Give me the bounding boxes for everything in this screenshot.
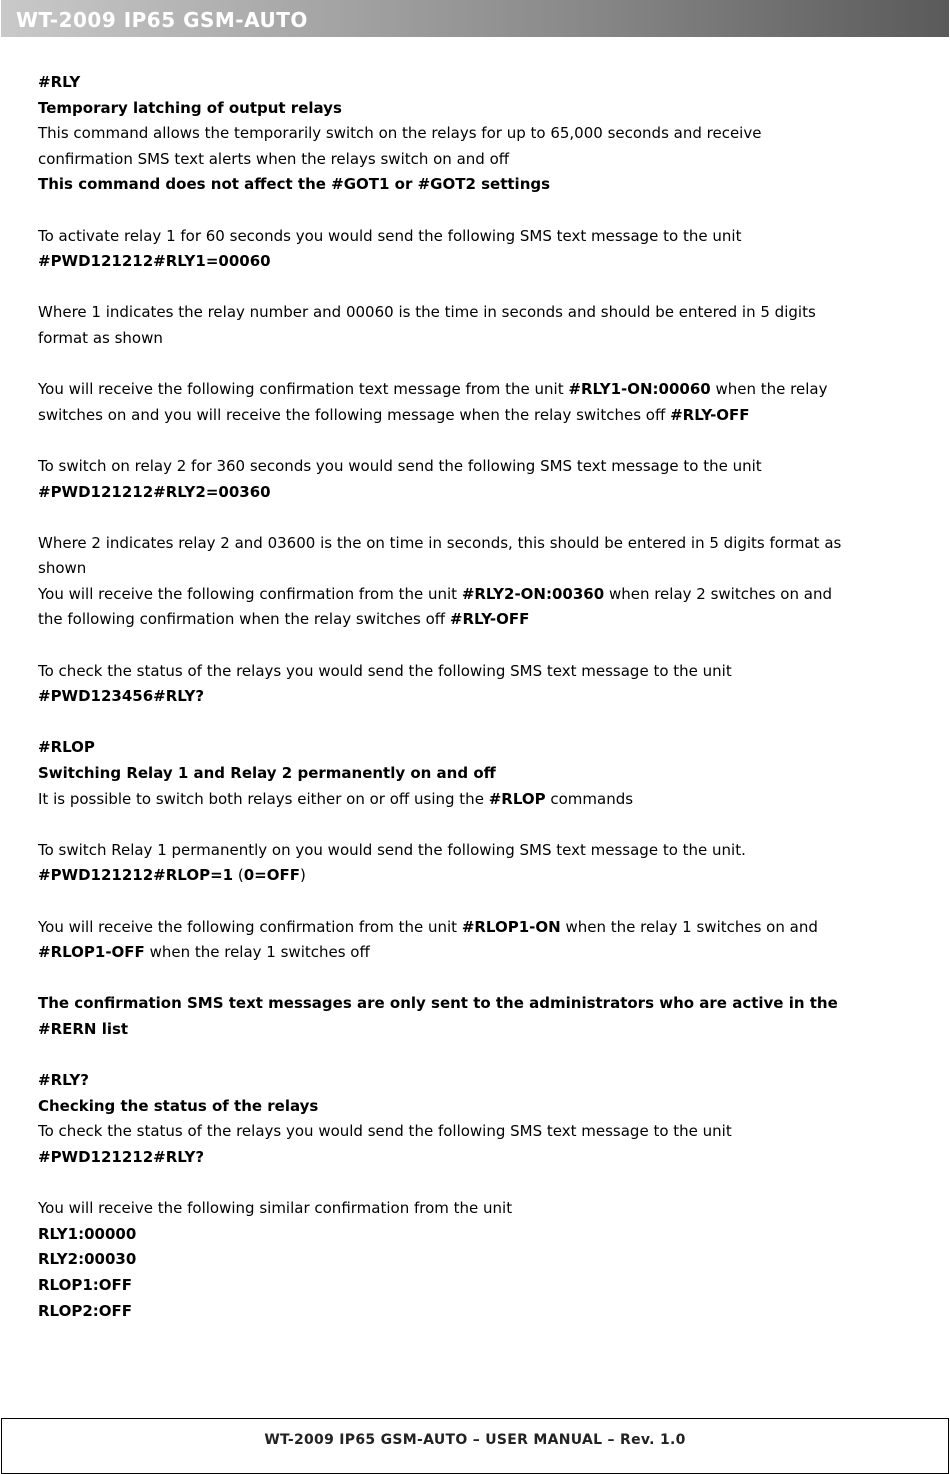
spacer — [38, 275, 918, 301]
note-line: This command does not affect the #GOT1 or #GOT2 settings — [38, 175, 551, 194]
command-text: #PWD123456#RLY? — [38, 687, 205, 706]
text-run: You will receive the following confirmation from the unit — [38, 917, 462, 936]
command-text: 0=OFF — [243, 866, 300, 885]
paragraph-line: You will receive the following similar confirmation from the unit — [38, 1199, 513, 1218]
paragraph-line: To activate relay 1 for 60 seconds you would send the following SMS text message to the unit — [38, 226, 742, 245]
text-run: ) — [299, 866, 306, 885]
text-run: when the relay 1 switches off — [144, 943, 370, 962]
footer — [1, 1418, 949, 1474]
text-run: switches on and you will receive the following message when the relay switches off — [38, 405, 671, 424]
paragraph-line: confirmation SMS text alerts when the relays switch on and off — [38, 149, 510, 168]
paragraph-line — [38, 403, 918, 429]
spacer — [38, 352, 918, 378]
command-text: #RLY2-ON:00360 — [461, 584, 605, 603]
paragraph-line — [38, 377, 918, 403]
text-run: It is possible to switch both relays either on or off using the — [38, 789, 489, 808]
header-bar — [1, 0, 949, 37]
spacer — [38, 428, 918, 454]
command-text: #RLY1-ON:00060 — [568, 380, 711, 399]
command-text: #RLOP1-OFF — [38, 943, 145, 962]
text-run: when the relay 1 switches on and — [560, 917, 818, 936]
paragraph-line: format as shown — [38, 328, 163, 347]
paragraph-line — [38, 863, 918, 889]
paragraph-line — [38, 940, 918, 966]
text-run: when relay 2 switches on and — [604, 584, 832, 603]
paragraph-line: shown — [38, 559, 87, 578]
paragraph-line: Where 1 indicates the relay number and 00060 is the time in seconds and should be entered in 5 digits — [38, 303, 816, 322]
section-heading-rly-status: #RLY? — [38, 1071, 89, 1090]
footer-text: WT-2009 IP65 GSM-AUTO – USER MANUAL – Rev. 1.0 — [264, 1432, 686, 1448]
status-result: RLOP1:OFF — [38, 1275, 132, 1294]
manual-content — [38, 70, 918, 1324]
command-text: #RLY-OFF — [670, 405, 750, 424]
section-subheading-rly-status: Checking the status of the relays — [38, 1096, 319, 1115]
status-result: RLOP2:OFF — [38, 1301, 132, 1320]
admin-note-line: #RERN list — [38, 1019, 129, 1038]
paragraph-line: To switch Relay 1 permanently on you would send the following SMS text message to the unit. — [38, 840, 746, 859]
command-text: #RLOP1-ON — [461, 917, 561, 936]
spacer — [38, 505, 918, 531]
paragraph-line — [38, 915, 918, 941]
command-text: #RLOP — [488, 789, 546, 808]
spacer — [38, 1043, 918, 1069]
command-text: #PWD121212#RLY1=00060 — [38, 252, 271, 271]
spacer — [38, 1171, 918, 1197]
section-subheading-rly: Temporary latching of output relays — [38, 98, 342, 117]
paragraph-line — [38, 607, 918, 633]
command-text: #PWD121212#RLY? — [38, 1147, 205, 1166]
command-text: #PWD121212#RLOP=1 — [38, 866, 234, 885]
paragraph-line — [38, 787, 918, 813]
text-run: when the relay — [710, 380, 828, 399]
text-run: You will receive the following confirmation text message from the unit — [38, 380, 569, 399]
spacer — [38, 812, 918, 838]
paragraph-line: To switch on relay 2 for 360 seconds you would send the following SMS text message to the unit — [38, 456, 762, 475]
command-text: #PWD121212#RLY2=00360 — [38, 482, 271, 501]
section-heading-rlop: #RLOP — [38, 738, 95, 757]
spacer — [38, 966, 918, 992]
text-run: ( — [233, 866, 244, 885]
command-text: #RLY-OFF — [449, 610, 530, 629]
section-heading-rly: #RLY — [38, 73, 81, 91]
spacer — [38, 198, 918, 224]
status-result: RLY2:00030 — [38, 1250, 137, 1269]
text-run: You will receive the following confirmation from the unit — [38, 584, 462, 603]
spacer — [38, 710, 918, 736]
admin-note-line: The confirmation SMS text messages are only sent to the administrators who are active in the — [38, 994, 838, 1013]
spacer — [38, 889, 918, 915]
header-title: WT-2009 IP65 GSM-AUTO — [16, 8, 308, 32]
paragraph-line: This command allows the temporarily switch on the relays for up to 65,000 seconds and receive — [38, 124, 762, 143]
paragraph-line — [38, 582, 918, 608]
text-run: the following confirmation when the relay switches off — [38, 610, 450, 629]
paragraph-line: To check the status of the relays you would send the following SMS text message to the unit — [38, 661, 732, 680]
text-run: commands — [545, 789, 634, 808]
spacer — [38, 633, 918, 659]
status-result: RLY1:00000 — [38, 1224, 137, 1243]
paragraph-line: Where 2 indicates relay 2 and 03600 is the on time in seconds, this should be entered in 5 digits format as — [38, 533, 842, 552]
section-subheading-rlop: Switching Relay 1 and Relay 2 permanently on and off — [38, 764, 496, 783]
paragraph-line: To check the status of the relays you would send the following SMS text message to the unit — [38, 1122, 732, 1141]
